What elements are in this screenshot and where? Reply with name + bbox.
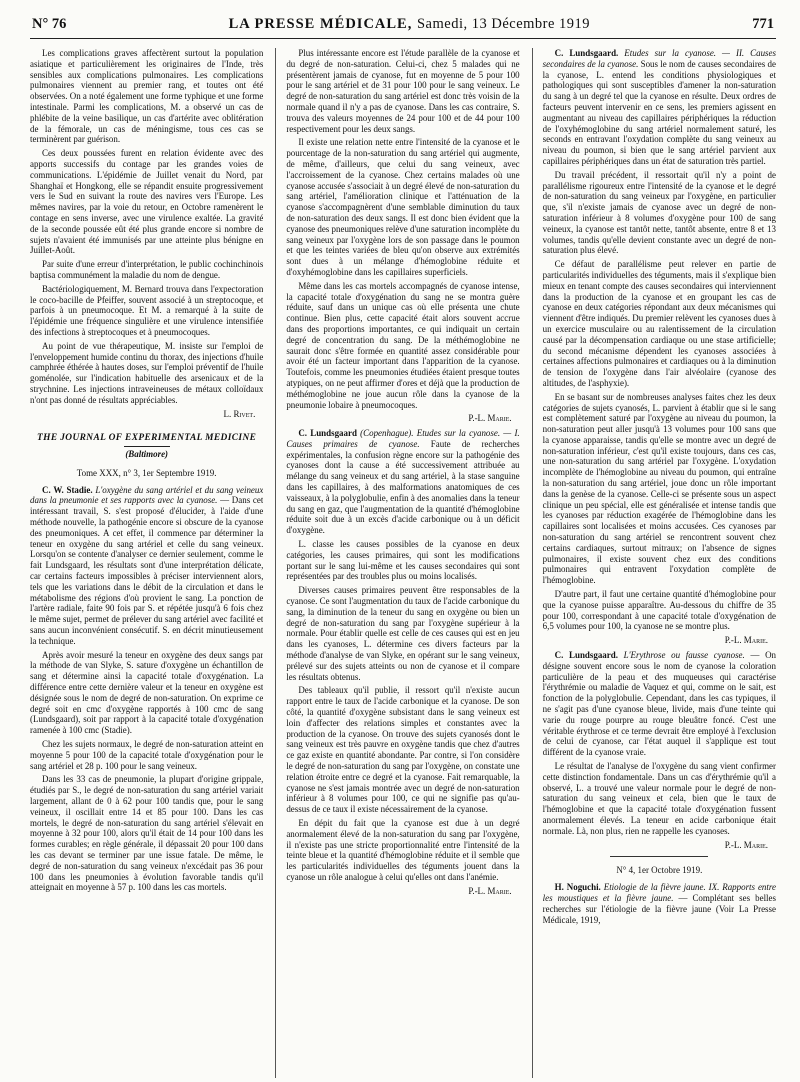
paragraph: Il existe une relation nette entre l'intensité de la cyanose et le pourcentage de la non-saturation du sang artériel qui augmente, de même, d'ailleurs, que celui du sang veineux, avec l'accroissement de la cyanose. Chez certains malades où une cyanose accusée s'associait à un degré élevé de non-saturation du sang artériel, l'amélioration clinique et l'atténuation de la cyanose s'accompagnèrent d'une semblable diminution du taux de non-saturation des deux sangs. Il est donc bien évident que la cyanose des pneumoniques relève d'une saturation incomplète du sang veineux par l'oxygène lors de son passage dans le poumon et que les teintes variées de bleu qu'on observe aux extrémités sont dues à un mélange d'hémoglobine réduite et d'oxyhémoglobine dans les capillaires superficiels. [286,137,520,277]
issue-date: Samedi, 13 Décembre 1919 [416,16,591,32]
issue-number: N° 76 [32,16,67,32]
paragraph: Ce défaut de parallélisme peut relever en partie de particularités individuelles des téguments, mais il s'explique bien mieux en tenant compte des causes secondaires qui interviennent dans la production de la cyanose et en groupant les cas de cyanose en deux catégories répondant aux deux mécanismes qui viennent d'être indiqués. Du premier relèvent les cyanoses dues à un exercice musculaire ou au ralentissement de la circulation causé par la décompensation cardiaque ou une stase artificielle; du second mécanisme dépendent les cyanoses associées à certaines affections pulmonaires et cardiaques ou à la diminution de tension de l'oxygène dans l'air alvéolaire (cyanose des altitudes, de l'asphyxie). [542,259,776,388]
paragraph: Plus intéressante encore est l'étude parallèle de la cyanose et du degré de non-saturation. Celui-ci, chez 5 malades qui ne présentèrent jamais de cyanose, fut en moyenne de 5 pour 100 pour le sang artériel et de 31 pour 100 pour le sang veineux. Le degré de non-saturation du sang artériel est donc très voisin de la normale quand il n'y a pas de cyanose. Dans les cas contraire, S. trouva des valeurs moyennes de 24 pour 100 et de 44 pour 100 respectivement pour les deux sangs. [286,48,520,134]
paragraph: Les complications graves affectèrent surtout la population asiatique et particulièrement les originaires de l'Inde, très sensibles aux complications pulmonaires. Les complications pulmonaires viennent au premier rang, et toutes ont été observées. On a noté également une forme typhique et une forme intestinale. Parmi les complications, M. a observé un cas de phlébite de la veine basilique, un cas d'artérite avec oblitération de la fémorale, un cas de méningisme, tous ces cas se terminèrent par guérison. [30,48,264,145]
paragraph: Des tableaux qu'il publie, il ressort qu'il n'existe aucun rapport entre le taux de l'acide carbonique et la cyanose. De son côté, la quantité d'oxygène subsistant dans le sang veineux est loin d'affecter des relations simples et constantes avec la production de la cyanose. On trouve des sujets cyanosés dont le sang veineux est très pauvre en oxygène tandis que chez d'autres ce gaz existe en quantité abondante. Par contre, si l'on considère le degré de non-saturation du sang par l'oxygène, on constate une relation étroite entre ce degré et la cyanose. Fait remarquable, la cyanose ne s'est jamais montrée avec un degré de non-saturation inférieur à 8 volumes pour 100, ce qui ne signifie pas qu'au-dessus de ce taux il existe nécessairement de la cyanose. [286,685,520,815]
signature: P.-L. Marie. [468,413,512,424]
article-author: C. Lundsgaard. [554,650,618,661]
paragraph-text: Faute de recherches expérimentales, la confusion règne encore sur la pathogénie des cyanoses dont la cause a été successivement attribuée au mélange du sang veineux et du sang artériel, à la stase sanguine dans les capillaires, à des malformations anatomiques de ces vaisseaux, à la polyglobulie, enfin à des anomalies dans la teneur du sang en gaz, que l'augmentation de la quantité d'hémoglobine réduite soit due à un excès d'acide carbonique ou à un déficit d'oxygène. [286,438,520,536]
paragraph-text: — Complétant ses belles recherches sur l'étiologie de la fièvre jaune (Voir La Presse Médicale, 1919, [542,892,776,925]
article-heading [286,428,519,536]
article-heading [543,48,776,167]
paragraph: Dans les 33 cas de pneumonie, la plupart d'origine grippale, étudiés par S., le degré de non-saturation du sang artériel variait largement, allant de 0 à 62 pour 100 tandis que, pour le sang veineux, il oscillait entre 14 et 85 pour 100. Dans les cas mortels, le degré de non-saturation du sang artériel s'élevait en moyenne à 32 pour 100, alors qu'il était de 14 pour 100 dans les formes curables; en règle générale, il dépassait 20 pour 100 dans les cas devant se terminer par une issue fatale. De même, le degré de non-saturation du sang veineux n'excédait pas 36 pour 100 dans les pneumonies à évolution favorable tandis qu'il atteignait en moyenne à 57 p. 100 dans les cas mortels. [30,774,264,893]
column-1 [30,48,263,1078]
paragraph: Chez les sujets normaux, le degré de non-saturation atteint en moyenne 5 pour 100 de la capacité totale d'oxygénation pour le sang artériel et 28 p. 100 pour le sang veineux. [30,739,264,771]
journal-masthead [229,16,590,33]
paragraph: Du travail précédent, il ressortait qu'il n'y a point de parallélisme rigoureux entre l'intensité de la cyanose et le degré de non-saturation du sang veineux par l'oxygène, en particulier que, s'il n'existe jamais de cyanose avec un degré de non-saturation inférieur à 8 volumes d'oxygène pour 100 de sang veineux, la cyanose est tantôt nette, tantôt absente, entre 8 et 13 volumes, tandis qu'elle devient constante avec un degré de non-saturation plus élevé. [542,169,776,256]
article-author: C. Lundsgaard. [554,48,619,58]
signature: P.-L. Marie. [724,839,768,850]
paragraph: Au point de vue thérapeutique, M. insiste sur l'emploi de l'enveloppement humide continu du thorax, des injections d'huile camphrée éthérée à hautes doses, sur l'emploi préventif de l'huile goménolée, sur l'indication habituelle des arsenicaux et de la strychnine. Les injections intraveineuses de métaux colloïdaux n'ont pas donné de résultats appréciables. [30,340,264,405]
article-heading [30,485,263,647]
journal-name: LA PRESSE MÉDICALE, [228,16,413,32]
issue-line: Tome XXX, n° 3, 1er Septembre 1919. [76,467,217,478]
article-author: C. Lundsgaard [298,428,357,439]
text-columns [30,48,776,1078]
paragraph: Après avoir mesuré la teneur en oxygène des deux sangs par la méthode de van Slyke, S. sature d'oxygène un échantillon de sang et détermine ainsi la capacité totale d'oxygénation. La différence entre cette dernière valeur et la teneur en oxygène est désignée sous le nom de degré de non-saturation. On exprime ce degré soit en cmc d'oxygène rapportés à 100 cmc de sang (Lundsgaard), soit par rapport à la capacité totale d'oxygénation ramenée à 100 cmc (Stadie). [30,649,264,736]
paragraph: D'autre part, il faut une certaine quantité d'hémoglobine pour que la cyanose puisse apparaître. Au-dessous du chiffre de 35 pour 100, correspondant à une capacité totale d'oxygénation de 6,5 volumes pour 100, la cyanose ne se montre plus. [542,589,776,632]
journal-title-text: THE JOURNAL OF EXPERIMENTAL MEDICINE [37,433,257,444]
paragraph: En dépit du fait que la cyanose est due à un degré anormalement élevé de la non-saturation du sang par l'oxygène, il n'existe pas une stricte proportionnalité entre l'intensité de la teinte bleue et la quantité d'hémoglobine réduite et il semble que les particularités individuelles des téguments jouent dans la cyanose un rôle analogue à celui qu'elles ont dans l'anémie. [286,817,520,882]
paragraph-text: — Dans cet intéressant travail, S. s'est proposé d'élucider, à l'aide d'une méthode nouvelle, la pathogénie encore si obscure de la cyanose des pneumoniques. A cet effet, il commence par déterminer la teneur en oxygène du sang artériel et celle du sang veineux. Lorsqu'on se contente d'analyser ce dernier seulement, comme le fait Lundsgaard, les résultats sont d'une interprétation délicate, car certains facteurs impossibles à préciser interviennent alors, tels que les variations dans le débit de la circulation et dans le métabolisme des régions d'où provient le sang. La ponction de l'artère radiale, faite 90 fois par S. et répétée jusqu'à 6 fois chez le même sujet, permet de prélever du sang artériel avec facilité et sans aucun inconvénient consécutif. S. en décrit minutieusement la technique. [30,495,264,646]
paragraph-text: Sous le nom de causes secondaires de la cyanose, L. entend les conditions physiologiques et pathologiques qui sont susceptibles d'amener la non-saturation du sang à un degré tel que la cyanose en résulte. Deux ordres de facteurs peuvent intervenir en ce sens, les premiers agissent en augmentant au niveau des capillaires périphériques la réduction de l'oxyhémoglobine du sang artériel normalement saturé, les seconds en entravant l'oxydation complète du sang veineux au niveau du poumon, si bien que le sang artériel parvient aux capillaires périphériques dans un état de saturation très partiel. [542,58,776,166]
column-3 [532,48,776,1078]
signature: L. Rivet. [223,408,256,419]
paragraph: En se basant sur de nombreuses analyses faites chez les deux catégories de sujets cyanosés, L. parvient à établir que si le sang est complètement saturé par l'oxygène au niveau du poumon, la non-saturation peut aller jusqu'à 13 volumes pour 100 sans que la cyanose apparaisse, tandis qu'elle se montre avec un degré de non-saturation inférieur, c'est qu'il existe toujours, dans ces cas, une non-saturation du sang artériel par l'oxygène. L'oxydation incomplète de l'hémoglobine au niveau du poumon, qui entraîne la non-saturation du sang artériel, joue donc un rôle important dans la genèse de la cyanose. Celle-ci se présente sous un aspect clinique un peu spécial, elle est généralisée et intense tandis que les cyanoses par réduction exagérée de l'hémoglobine dans les capillaires sont localisées et moins accusées. Ces cyanoses par non-saturation du sang artériel se rencontrent souvent chez certains cardiaques, surtout mitraux; on l'absence de signes pulmonaires, il existe souvent chez eux des conditions pulmonaires qui entravent l'oxydation complète de l'hémoglobine. [542,391,776,586]
article-title: (Copenhague). Etudes sur la cyanose. — I. Causes primaires de cyanose. [286,428,520,449]
article-title: Etudes sur la cyanose. — II. Causes secondaires de la cyanose. [542,48,776,69]
journal-city: (Baltimore) [125,449,169,460]
article-title: Etiologie de la fièvre jaune. IX. Rapports entre les moustiques et la fièvre jaune. [542,882,776,903]
article-title: L'Erythrose ou fausse cyanose. [623,650,745,661]
paragraph: Ces deux poussées furent en relation évidente avec des apports successifs du contage par les grandes voies de communications. L'épidémie de Juillet venait du Nord, par Shanghaï et Hongkong, elle se répandit ensuite progressivement vers le Sud en suivant la route des navires vers l'Europe. Les mêmes navires, par la voie du retour, en Octobre ramenèrent le contage en sens inverse, avec une virulence exaltée. La gravité de la seconde poussée eût été plus grande encore si nombre de sujets n'avaient été immunisés par une atteinte plus bénigne en Juillet-Août. [30,148,264,256]
article-author: H. Noguchi. [554,882,601,893]
paragraph: Même dans les cas mortels accompagnés de cyanose intense, la capacité totale d'oxygénation du sang ne se montra guère réduite, sauf dans un unique cas où elle présenta une chute continue. Bien plus, cette capacité était alors souvent accrue dans des proportions importantes, ce qui indiquait un certain degré de concentration du sang. De la méthémoglobine ne saurait donc s'être formée en quantité assez considérable pour avoir été un facteur important dans l'apparition de la cyanose. Toutefois, comme les pneumonies étudiées étaient presque toutes atypiques, on ne peut affirmer d'ores et déjà que la production de méthémoglobine ne joue aucun rôle dans la cyanose de la pneumonie lobaire à pneumocoques. [286,280,520,410]
paragraph: Par suite d'une erreur d'interprétation, le public cochinchinois baptisa communément la maladie du nom de dengue. [30,259,264,280]
signature: P.-L. Marie. [724,635,768,646]
column-2 [275,48,519,1078]
issue-line: N° 4, 1er Octobre 1919. [616,865,703,876]
paragraph: Diverses causes primaires peuvent être responsables de la cyanose. Ce sont l'augmentation du taux de l'acide carbonique du sang, la diminution de la teneur du sang en oxygène ou bien un degré de non-saturation du sang par l'oxygène supérieur à la normale. Pour établir quelle est celle de ces causes qui est en jeu dans les cyanoses, L. détermine ces divers facteurs par la méthode d'analyse de van Slyke, en opérant sur le sang veineux, prélevé sur des sujets atteints ou non de cyanose et il compare les résultats obtenus. [286,585,520,682]
paragraph: Bactériologiquement, M. Bernard trouva dans l'expectoration le coco-bacille de Pfeiffer, souvent associé à un streptocoque, et parfois à un pneumocoque. Et M. a remarqué à la suite de l'épidémie une fréquence singulière et une virulence intensifiée des infections à streptocoques et à pneumocoques. [30,283,264,337]
journal-section-title [30,433,263,447]
page-header [30,16,776,39]
article-heading [543,650,776,758]
article-heading [543,882,776,925]
article-title: L'oxygène du sang artériel et du sang veineux dans la pneumonie et ses rapports avec la cyanose. [30,484,264,506]
paragraph: Le résultat de l'analyse de l'oxygène du sang vient confirmer cette distinction fondamentale. Dans un cas d'érythrémie qu'il a observé, L. a trouvé une valeur normale pour le degré de non-saturation du sang veineux et cela, bien que le taux de l'hémoglobine et que la capacité totale d'oxygénation fussent anormalement élevés. La teneur en acide carbonique était normale. Là, non plus, rien ne rappelle les cyanoses. [542,761,776,836]
title-rule [124,446,170,447]
article-author: C. W. Stadie. [42,484,93,495]
paragraph: L. classe les causes possibles de la cyanose en deux catégories, les causes primaires, qui sont les modifications portant sur le sang lui-même et les causes secondaires qui sont représentées par des troubles plus ou moins localisés. [286,539,520,582]
section-divider [610,856,708,857]
signature: P.-L. Marie. [468,885,512,896]
page-number: 771 [752,16,774,32]
paragraph-text: — On désigne souvent encore sous le nom de cyanose la coloration particulière de la peau et des muqueuses qui caractérise l'érythrémie ou maladie de Vaquez et qui, comme on le sait, est fonction de la polyglobulie. Cependant, dans les cas typiques, il ne s'agit pas d'une cyanose bleue, livide, mais d'une teinte qui varie du rouge pourpre au rouge bleuâtre foncé. C'est une véritable érythrose et ce terme devrait être employé à l'exclusion de celui de cyanose, car l'état auquel il s'applique est tout différent de la cyanose vraie. [542,650,776,758]
